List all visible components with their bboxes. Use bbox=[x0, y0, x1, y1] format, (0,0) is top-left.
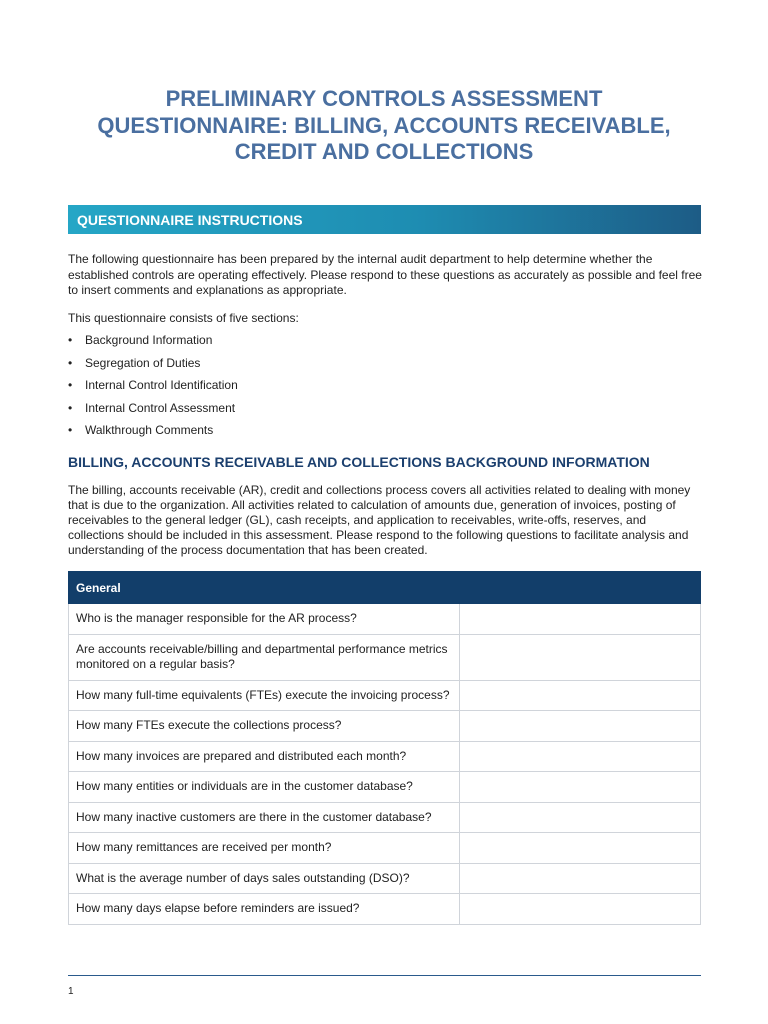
table-row bbox=[69, 802, 701, 833]
sections-intro-text: This questionnaire consists of five sections: bbox=[68, 311, 299, 325]
list-item bbox=[68, 378, 238, 401]
question-cell: Are accounts receivable/billing and departmental performance metrics monitored on a regular basis? bbox=[69, 634, 460, 680]
title-line-2: QUESTIONNAIRE: BILLING, ACCOUNTS RECEIVABLE, bbox=[97, 112, 671, 138]
bullet-icon: • bbox=[68, 400, 73, 415]
background-paragraph: The billing, accounts receivable (AR), credit and collections process covers all activities related to dealing with money that is due to the organization. All activities related to calculation of amounts due, generation of invoices, posting of receivables to the general ledger (GL), cash receipts, and application to receivables, write-offs, reserves, and collections should be included in this assessment. Please respond to the following questions to facilitate analysis and understanding of the process documentation that has been created. bbox=[68, 483, 691, 557]
bullet-icon: • bbox=[68, 355, 73, 370]
table-row bbox=[69, 772, 701, 803]
background-heading: BILLING, ACCOUNTS RECEIVABLE AND COLLECTIONS BACKGROUND INFORMATION bbox=[68, 454, 650, 470]
bullet-icon: • bbox=[68, 378, 73, 392]
answer-cell[interactable] bbox=[460, 680, 701, 711]
question-cell: How many FTEs execute the collections process? bbox=[69, 711, 460, 742]
question-cell: How many remittances are received per month? bbox=[69, 833, 460, 864]
answer-cell[interactable] bbox=[460, 863, 701, 894]
table-row bbox=[69, 833, 701, 864]
question-cell: How many entities or individuals are in the customer database? bbox=[69, 772, 460, 803]
answer-cell[interactable] bbox=[460, 894, 701, 925]
section-name: Internal Control Assessment bbox=[85, 400, 236, 415]
answer-cell[interactable] bbox=[460, 634, 701, 680]
instructions-paragraph: The following questionnaire has been prepared by the internal audit department to help determine whether the established controls are operating effectively. Please respond to these questions as accurately as possible and feel free to insert comments and explanations as appropriate. bbox=[68, 252, 702, 297]
table-header-general: General bbox=[69, 572, 701, 604]
question-cell: Who is the manager responsible for the AR process? bbox=[69, 604, 460, 635]
section-name: Internal Control Identification bbox=[85, 378, 238, 392]
table-row bbox=[69, 604, 701, 635]
question-cell: How many full-time equivalents (FTEs) execute the invoicing process? bbox=[69, 680, 460, 711]
table-row bbox=[69, 711, 701, 742]
section-name: Segregation of Duties bbox=[85, 355, 201, 370]
bullet-icon: • bbox=[68, 333, 73, 347]
table-row bbox=[69, 863, 701, 894]
table-row bbox=[69, 894, 701, 925]
table-row bbox=[69, 741, 701, 772]
list-item bbox=[68, 356, 238, 379]
general-questions-table bbox=[68, 571, 701, 925]
table-row bbox=[69, 680, 701, 711]
question-cell: How many inactive customers are there in the customer database? bbox=[69, 802, 460, 833]
answer-cell[interactable] bbox=[460, 802, 701, 833]
answer-cell[interactable] bbox=[460, 604, 701, 635]
page-number: 1 bbox=[68, 986, 74, 997]
table-row bbox=[69, 634, 701, 680]
title-line-3: CREDIT AND COLLECTIONS bbox=[234, 139, 534, 164]
title-line-1: PRELIMINARY CONTROLS ASSESSMENT bbox=[165, 86, 603, 111]
section-name: Background Information bbox=[85, 333, 213, 347]
footer-divider bbox=[68, 975, 701, 976]
instructions-heading: QUESTIONNAIRE INSTRUCTIONS bbox=[77, 211, 303, 228]
section-name: Walkthrough Comments bbox=[85, 423, 214, 437]
answer-cell[interactable] bbox=[460, 833, 701, 864]
list-item bbox=[68, 333, 238, 356]
answer-cell[interactable] bbox=[460, 711, 701, 742]
instructions-banner bbox=[68, 205, 701, 234]
question-cell: How many invoices are prepared and distributed each month? bbox=[69, 741, 460, 772]
bullet-icon: • bbox=[68, 423, 73, 437]
list-item bbox=[68, 401, 238, 424]
answer-cell[interactable] bbox=[460, 772, 701, 803]
answer-cell[interactable] bbox=[460, 741, 701, 772]
document-title bbox=[60, 86, 708, 166]
sections-list bbox=[68, 333, 238, 446]
question-cell: How many days elapse before reminders are issued? bbox=[69, 894, 460, 925]
list-item bbox=[68, 423, 238, 446]
table-header-row bbox=[69, 572, 701, 604]
question-cell: What is the average number of days sales outstanding (DSO)? bbox=[69, 863, 460, 894]
